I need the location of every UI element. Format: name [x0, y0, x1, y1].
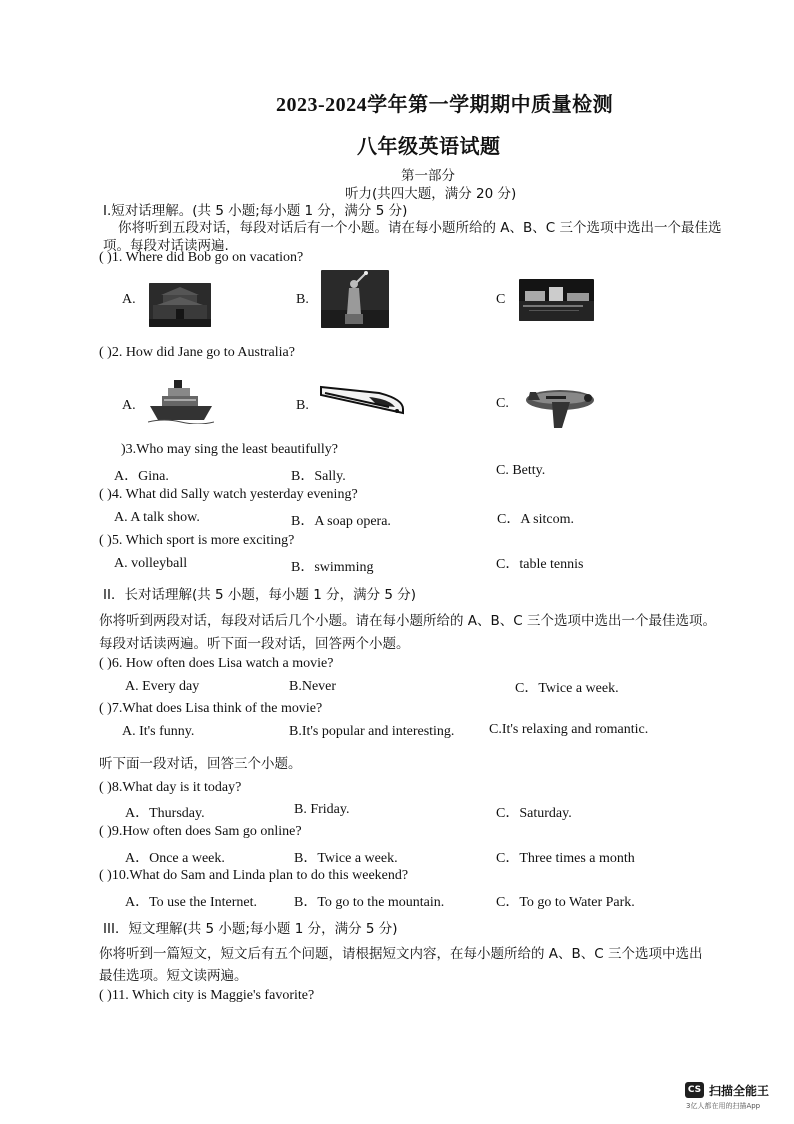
section-1-title: I.短对话理解。(共 5 小题;每小题 1 分，满分 5 分)	[103, 203, 408, 219]
q6-option-a: A. Every day	[125, 679, 200, 694]
q3-option-c: C. Betty.	[496, 463, 546, 478]
statue-of-liberty-photo	[321, 270, 389, 328]
question-6: ( )6. How often does Lisa watch a movie?	[99, 656, 334, 671]
q3-option-a: A．Gina.	[114, 469, 169, 484]
question-1: ( )1. Where did Bob go on vacation?	[99, 250, 304, 265]
q7-option-a: A. It's funny.	[122, 724, 195, 739]
q9-option-b: B．Twice a week.	[294, 851, 398, 866]
question-10: ( )10.What do Sam and Linda plan to do this weekend?	[99, 868, 409, 883]
q1-option-c-label: C	[496, 292, 506, 307]
section-2-title: II．长对话理解(共 5 小题，每小题 1 分，满分 5 分)	[103, 587, 417, 603]
section-1-instruction-cont: 项。每段对话读两遍.	[103, 238, 229, 254]
q10-option-c: C．To go to Water Park.	[496, 895, 635, 910]
section-2-instruction: 你将听到两段对话，每段对话后几个小题。请在每小题所给的 A、B、C 三个选项中选出一个最佳选项。	[99, 613, 717, 629]
question-9: ( )9.How often does Sam go online?	[99, 824, 302, 839]
q7-option-c: C.It's relaxing and romantic.	[489, 722, 649, 737]
q10-option-a: A．To use the Internet.	[125, 895, 257, 910]
q2-option-b-label: B.	[296, 398, 309, 413]
q1-option-a-label: A.	[122, 292, 136, 307]
q6-option-b: B.Never	[289, 679, 337, 694]
question-4: ( )4. What did Sally watch yesterday evening?	[99, 487, 358, 502]
question-11: ( )11. Which city is Maggie's favorite?	[99, 988, 315, 1003]
camscanner-tagline: 3亿人都在用的扫描App	[686, 1102, 761, 1110]
ship-icon	[148, 378, 214, 424]
q8-option-b: B. Friday.	[294, 802, 350, 817]
q7-option-b: B.It's popular and interesting.	[289, 724, 455, 739]
exam-subtitle: 八年级英语试题	[357, 136, 501, 158]
question-7: ( )7.What does Lisa think of the movie?	[99, 701, 323, 716]
q10-option-b: B．To go to the mountain.	[294, 895, 445, 910]
q5-option-c: C．table tennis	[496, 557, 584, 572]
section-3-title: III．短文理解(共 5 小题;每小题 1 分，满分 5 分)	[103, 921, 398, 937]
q2-option-a-label: A.	[122, 398, 136, 413]
q5-option-b: B．swimming	[291, 560, 374, 575]
q6-option-c: C．Twice a week.	[515, 681, 619, 696]
airplane-icon	[522, 372, 598, 434]
q4-option-c: C．A sitcom.	[497, 512, 575, 527]
high-speed-train-icon	[319, 383, 405, 417]
tiananmen-gate-photo	[149, 283, 211, 327]
section-3-instruction: 你将听到一篇短文，短文后有五个问题，请根据短文内容，在每小题所给的 A、B、C 三个选项中选出	[99, 946, 703, 962]
question-2: ( )2. How did Jane go to Australia?	[99, 345, 295, 360]
question-8: ( )8.What day is it today?	[99, 780, 242, 795]
q9-option-c: C．Three times a month	[496, 851, 635, 866]
q9-option-a: A．Once a week.	[125, 851, 225, 866]
listening-label: 听力(共四大题，满分 20 分)	[345, 186, 517, 202]
section-2-instruction-second: 听下面一段对话，回答三个小题。	[99, 756, 302, 772]
exam-title: 2023-2024学年第一学期期中质量检测	[276, 94, 614, 116]
section-2-instruction-cont: 每段对话读两遍。听下面一段对话，回答两个小题。	[99, 636, 410, 652]
section-3-instruction-cont: 最佳选项。短文读两遍。	[99, 968, 248, 984]
question-5: ( )5. Which sport is more exciting?	[99, 533, 295, 548]
q2-option-c-label: C.	[496, 396, 509, 411]
q4-option-a: A. A talk show.	[114, 510, 200, 525]
q4-option-b: B．A soap opera.	[291, 514, 391, 529]
section-1-instruction: 你将听到五段对话，每段对话后有一个小题。请在每小题所给的 A、B、C 三个选项中选出一个最佳选	[118, 220, 722, 236]
q3-option-b: B．Sally.	[291, 469, 346, 484]
q1-option-b-label: B.	[296, 292, 309, 307]
question-3: )3.Who may sing the least beautifully?	[121, 442, 338, 457]
q8-option-c: C．Saturday.	[496, 806, 572, 821]
night-harbor-photo	[519, 279, 594, 321]
part-label: 第一部分	[401, 168, 455, 184]
camscanner-brand: 扫描全能王	[709, 1084, 770, 1098]
q8-option-a: A．Thursday.	[125, 806, 205, 821]
camscanner-logo: CS	[685, 1082, 704, 1098]
q5-option-a: A. volleyball	[114, 556, 188, 571]
